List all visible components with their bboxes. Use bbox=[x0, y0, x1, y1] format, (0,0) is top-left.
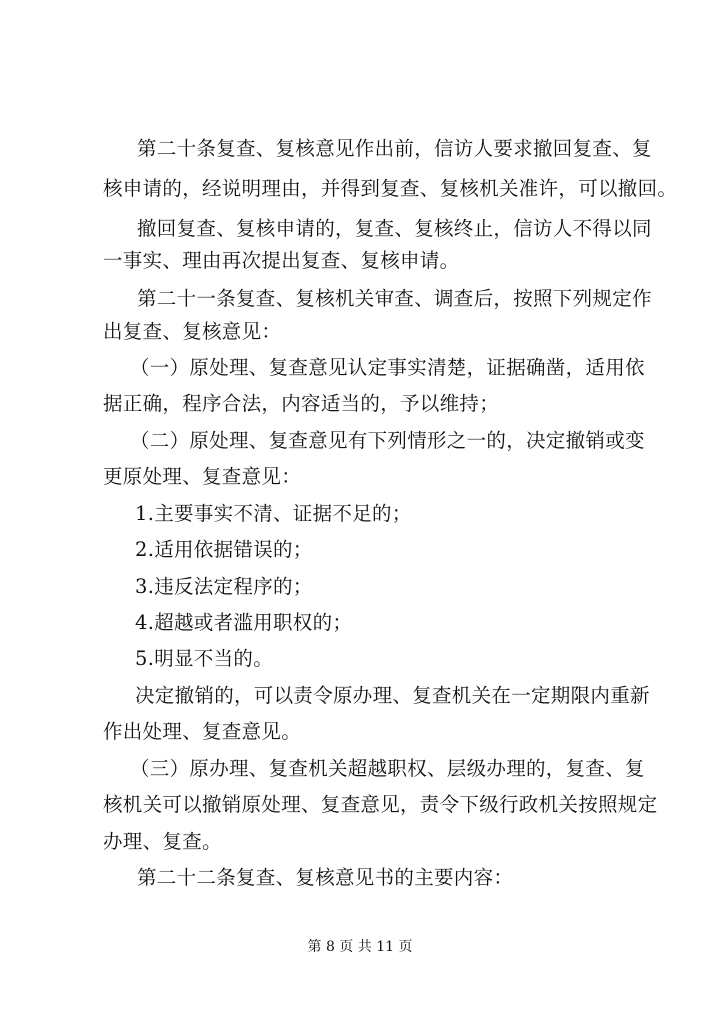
paragraph-line: 第二十二条复查、复核意见书的主要内容： bbox=[137, 866, 514, 889]
paragraph-line: 更原处理、复查意见： bbox=[103, 465, 302, 488]
paragraph-line: 第二十条复查、复核意见作出前，信访人要求撤回复查、复 bbox=[137, 137, 652, 160]
paragraph-line: 出复查、复核意见： bbox=[103, 320, 282, 343]
paragraph-line: 办理、复查。 bbox=[103, 830, 222, 853]
paragraph-line: 第二十一条复查、复核机关审查、调查后，按照下列规定作 bbox=[137, 287, 652, 310]
paragraph-line: （二）原处理、复查意见有下列情形之一的，决定撤销或变 bbox=[130, 429, 645, 452]
paragraph-line: 一事实、理由再次提出复查、复核申请。 bbox=[103, 249, 460, 272]
list-item: 3.违反法定程序的； bbox=[135, 575, 313, 598]
paragraph-line: （三）原办理、复查机关超越职权、层级办理的，复查、复 bbox=[130, 757, 645, 780]
page-footer: 第 8 页 共 11 页 bbox=[307, 939, 413, 955]
paragraph-line: 决定撤销的，可以责令原办理、复查机关在一定期限内重新 bbox=[135, 684, 650, 707]
paragraph-line: 作出处理、复查意见。 bbox=[103, 720, 302, 743]
paragraph-line: 核机关可以撤销原处理、复查意见，责令下级行政机关按照规定 bbox=[103, 793, 658, 816]
paragraph-line: 据正确，程序合法，内容适当的，予以维持； bbox=[103, 392, 500, 415]
paragraph-line: （一）原处理、复查意见认定事实清楚，证据确凿，适用依 bbox=[130, 356, 645, 379]
list-item: 5.明显不当的。 bbox=[135, 647, 274, 670]
list-item: 4.超越或者滥用职权的； bbox=[135, 611, 353, 634]
paragraph-line: 撤回复查、复核申请的，复查、复核终止，信访人不得以同 bbox=[137, 217, 652, 240]
paragraph-line: 核申请的，经说明理由，并得到复查、复核机关准许，可以撤回。 bbox=[103, 177, 678, 200]
list-item: 2.适用依据错误的； bbox=[135, 538, 313, 561]
list-item: 1.主要事实不清、证据不足的； bbox=[135, 502, 412, 525]
